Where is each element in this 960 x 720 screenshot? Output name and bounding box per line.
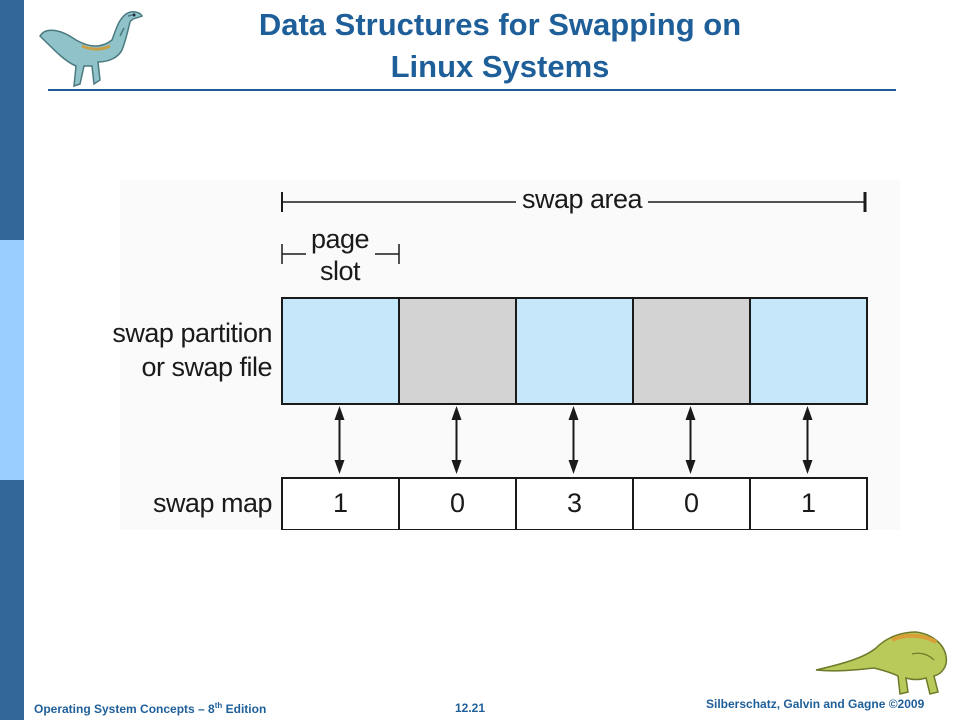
slot-map-arrow-up-head: [803, 406, 813, 420]
swap-slot-used: [516, 298, 633, 404]
slot-map-arrow-up-head: [569, 406, 579, 420]
swap-map-value: 1: [800, 488, 817, 518]
footer-book-prefix: Operating System Concepts – 8: [34, 702, 215, 716]
swap-area-label: swap area: [516, 184, 648, 214]
title-underline: [48, 89, 896, 91]
footer-authors: Silberschatz, Galvin and Gagne ©2009: [706, 697, 925, 711]
sidebar-top-block: [0, 0, 24, 240]
slot-map-arrow-up-head: [686, 406, 696, 420]
swap-map-value: 3: [566, 488, 583, 518]
swap-slot-free: [399, 298, 516, 404]
title-line-1: Data Structures for Swapping on: [258, 7, 742, 42]
page-slot-label-line1: page: [310, 224, 370, 254]
slot-map-arrow-down-head: [803, 460, 813, 474]
sidebar-bottom-block: [0, 480, 24, 720]
slot-map-arrow-up-head: [452, 406, 462, 420]
sidebar-stripe: [0, 0, 24, 720]
swap-slot-used: [750, 298, 867, 404]
dinosaur-logo-bottom-icon: [812, 618, 954, 696]
slot-map-arrow-down-head: [335, 460, 345, 474]
footer-book-sup: th: [214, 701, 223, 710]
swap-partition-label-line2: or swap file: [141, 352, 272, 382]
footer-book-title: [34, 701, 266, 716]
slot-map-arrow-down-head: [569, 460, 579, 474]
footer-page-number: 12.21: [454, 701, 486, 715]
swap-diagram: [112, 180, 900, 530]
swap-map-label: swap map: [152, 488, 272, 518]
slot-map-arrow-down-head: [452, 460, 462, 474]
dinosaur-logo-icon: [32, 6, 148, 88]
sidebar-middle-block: [0, 240, 24, 480]
slot-map-arrow-down-head: [686, 460, 696, 474]
page-slot-label-line2: slot: [319, 256, 361, 286]
swap-map-value: 0: [449, 488, 466, 518]
swap-partition-label-line1: swap partition: [112, 318, 272, 348]
swap-map-value: 1: [332, 488, 349, 518]
footer-book-suffix: Edition: [222, 702, 267, 716]
slide-title: [160, 4, 840, 88]
swap-slot-used: [282, 298, 399, 404]
slot-map-arrow-up-head: [335, 406, 345, 420]
title-line-2: Linux Systems: [390, 49, 610, 84]
swap-map-value: 0: [683, 488, 700, 518]
swap-slot-free: [633, 298, 750, 404]
